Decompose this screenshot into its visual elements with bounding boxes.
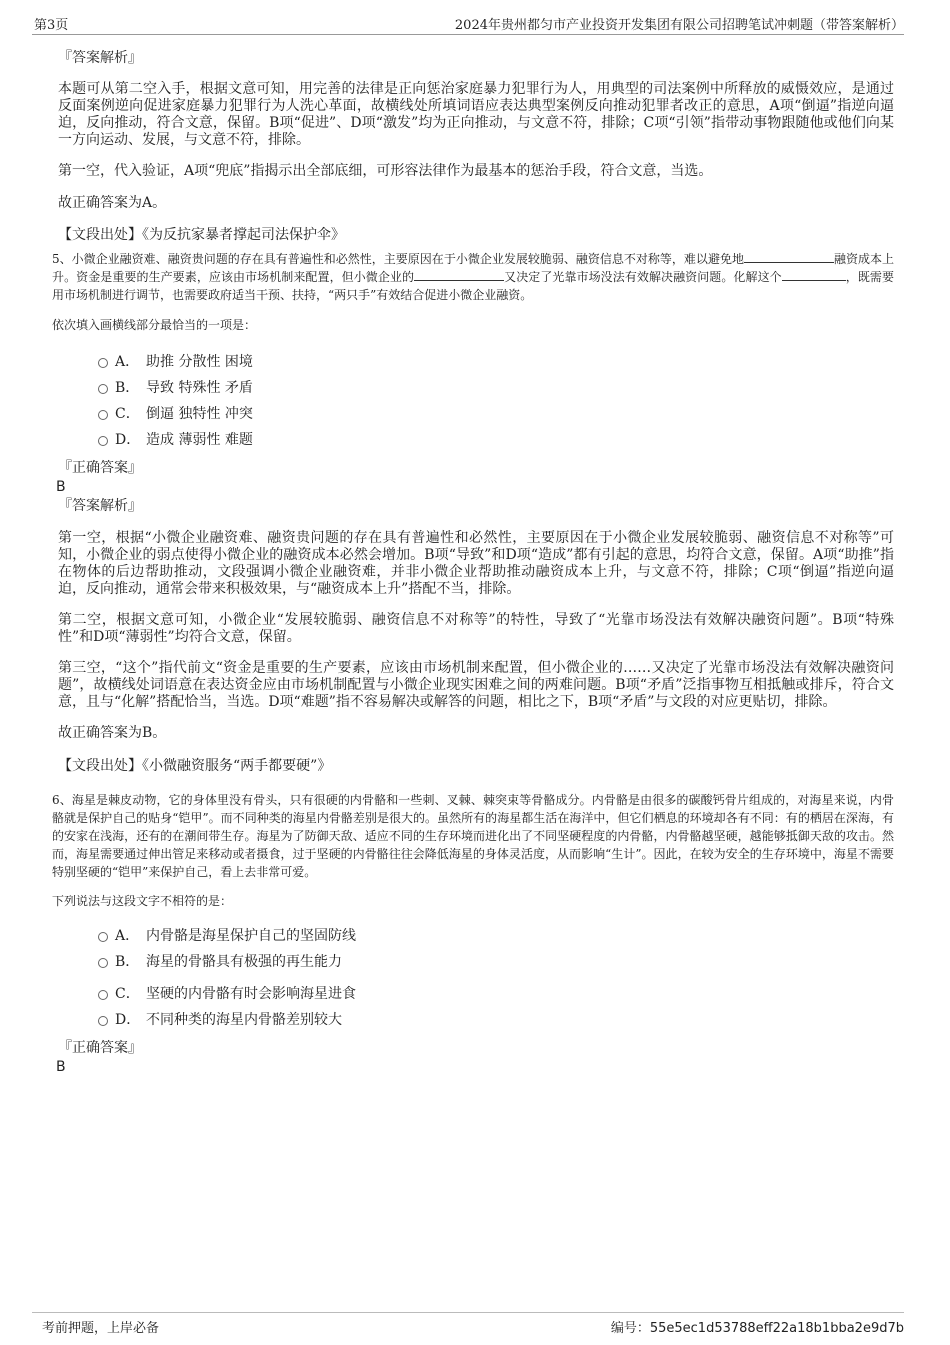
radio-button[interactable] (98, 410, 108, 420)
answer-conclusion: 故正确答案为B。 (58, 725, 167, 741)
page-footer (32, 1312, 904, 1337)
option-c[interactable]: C． 倒逼 独特性 冲突 (58, 402, 894, 428)
analysis-heading: 『答案解析』 (58, 498, 142, 514)
option-d[interactable]: D． 不同种类的海星内骨骼差别较大 (58, 1008, 894, 1034)
option-list (58, 350, 894, 454)
option-c[interactable]: C． 坚硬的内骨骼有时会影响海星进食 (58, 982, 894, 1008)
page-content (52, 48, 894, 1076)
option-b[interactable]: B． 海星的骨骼具有极强的再生能力 (58, 950, 894, 976)
source-line: 【文段出处】《为反抗家暴者撑起司法保护伞》 (58, 227, 345, 243)
footer-slogan: 考前押题，上岸必备 (42, 1321, 160, 1336)
analysis-paragraph: 第二空，根据文意可知，小微企业“发展较脆弱、融资信息不对称等”的特性，导致了“光靠市场没法有效解决融资问题”。B项“特殊性”和D项“薄弱性”均符合文意，保留。 (58, 612, 894, 645)
document-code (611, 1317, 904, 1336)
question-prompt: 下列说法与这段文字不相符的是： (52, 894, 233, 908)
question-stem: 6、海星是棘皮动物，它的身体里没有骨头，只有很硬的内骨骼和一些刺、叉棘、棘突束等骨骼成分。内骨骼是由很多的碳酸钙骨片组成的，对海星来说，内骨骼就是保护自己的贴身“铠甲”。而不同种类的海星内骨骼差别是很大的。虽然所有的海星都生活在海洋中，但它们栖息的环境却各有不同：有的栖居在深海，有的安家在浅海，还有的在潮间带生存。海星为了防御天敌、适应不同的生存环境而进化出了不同坚硬程度的内骨骼，内骨骼越坚硬，越能够抵御天敌的攻击。然而，海星需要通过伸出管足来移动或者摄食，过于坚硬的内骨骼往往会降低海星的身体灵活度，从而影响“生计”。因此，在较为安全的生存环境中，海星不需要特别坚硬的“铠甲”来保护自己，看上去非常可爱。 (52, 793, 894, 879)
radio-button[interactable] (98, 1016, 108, 1026)
correct-answer: B (56, 479, 66, 495)
radio-button[interactable] (98, 990, 108, 1000)
source-line: 【文段出处】《小微融资服务“两手都要硬”》 (58, 758, 332, 774)
fill-blank (744, 252, 834, 263)
correct-answer-heading: 『正确答案』 (58, 460, 142, 476)
code-label: 编号： (610, 1321, 650, 1336)
radio-button[interactable] (98, 358, 108, 368)
analysis-paragraph: 第一空，根据“小微企业融资难、融资贵问题的存在具有普遍性和必然性，主要原因在于小微企业发展较脆弱、融资信息不对称等”可知，小微企业的弱点使得小微企业的融资成本必然会增加。B项“导致”和D项“造成”都有引起的意思，均符合文意，保留。A项“助推”指在物体的后边帮助推动，文段强调小微企业融资难，并非小微企业帮助推动融资成本上升，与文意不符，排除；C项“倒逼”指逆向逼迫，反向推动，通常会带来积极效果，与“融资成本上升”搭配不当，排除。 (58, 530, 894, 597)
analysis-paragraph: 本题可从第二空入手，根据文意可知，用完善的法律是正向惩治家庭暴力犯罪行为人，用典型的司法案例中所释放的威慑效应，是通过反面案例逆向促进家庭暴力犯罪行为人洗心革面，故横线处所填词语应表达典型案例反向推动犯罪者改正的意思，A项“倒逼”指逆向逼迫，反向推动，符合文意，保留。B项“促进”、D项“激发”均为正向推动，与文意不符，排除；C项“引领”指带动事物跟随他或他们向某一方向运动、发展，与文意不符，排除。 (58, 81, 894, 148)
document-title: 2024年贵州都匀市产业投资开发集团有限公司招聘笔试冲刺题（带答案解析） (454, 18, 904, 33)
analysis-paragraph: 第三空，“这个”指代前文“资金是重要的生产要素，应该由市场机制来配置，但小微企业的……又决定了光靠市场没法有效解决融资问题”，故横线处词语意在表达资金应由市场机制配置与小微企业现实困难之间的两难问题。B项“矛盾”泛指事物互相抵触或排斥，符合文意，且与“化解”搭配恰当，当选。D项“难题”指不容易解决或解答的问题，相比之下，B项“矛盾”与文段的对应更贴切，排除。 (58, 660, 894, 710)
fill-blank (414, 270, 504, 281)
radio-button[interactable] (98, 436, 108, 446)
radio-button[interactable] (98, 932, 108, 942)
question-stem: 5、小微企业融资难、融资贵问题的存在具有普遍性和必然性，主要原因在于小微企业发展较脆弱、融资信息不对称等，难以避免地 融资成本上升。资金是重要的生产要素，应该由市场机制来配置，但小微企业的 又决定了光靠市场没法有效解决融资问题。化解这个 ，既需要用市场机制进行调节，也需要政府适当干预、扶持，“两只手”有效结合促进小微企业融资。 (52, 252, 894, 302)
option-a[interactable]: A． 助推 分散性 困境 (58, 350, 894, 376)
radio-button[interactable] (98, 384, 108, 394)
fill-blank (782, 270, 846, 281)
page-header (32, 12, 904, 35)
radio-button[interactable] (98, 958, 108, 968)
code-value: 55e5ec1d53788eff22a18b1bba2e9d7b (649, 1321, 904, 1336)
page-number: 第3页 (34, 18, 69, 33)
correct-answer: B (56, 1059, 66, 1075)
option-b[interactable]: B． 导致 特殊性 矛盾 (58, 376, 894, 402)
analysis-paragraph: 第一空，代入验证，A项“兜底”指揭示出全部底细，可形容法律作为最基本的惩治手段，符合文意，当选。 (58, 163, 713, 179)
answer-conclusion: 故正确答案为A。 (58, 195, 167, 211)
question-prompt: 依次填入画横线部分最恰当的一项是： (52, 318, 257, 332)
option-d[interactable]: D． 造成 薄弱性 难题 (58, 428, 894, 454)
correct-answer-heading: 『正确答案』 (58, 1040, 142, 1056)
analysis-heading: 『答案解析』 (58, 50, 142, 66)
option-list (58, 924, 894, 1034)
option-a[interactable]: A． 内骨骼是海星保护自己的坚固防线 (58, 924, 894, 950)
